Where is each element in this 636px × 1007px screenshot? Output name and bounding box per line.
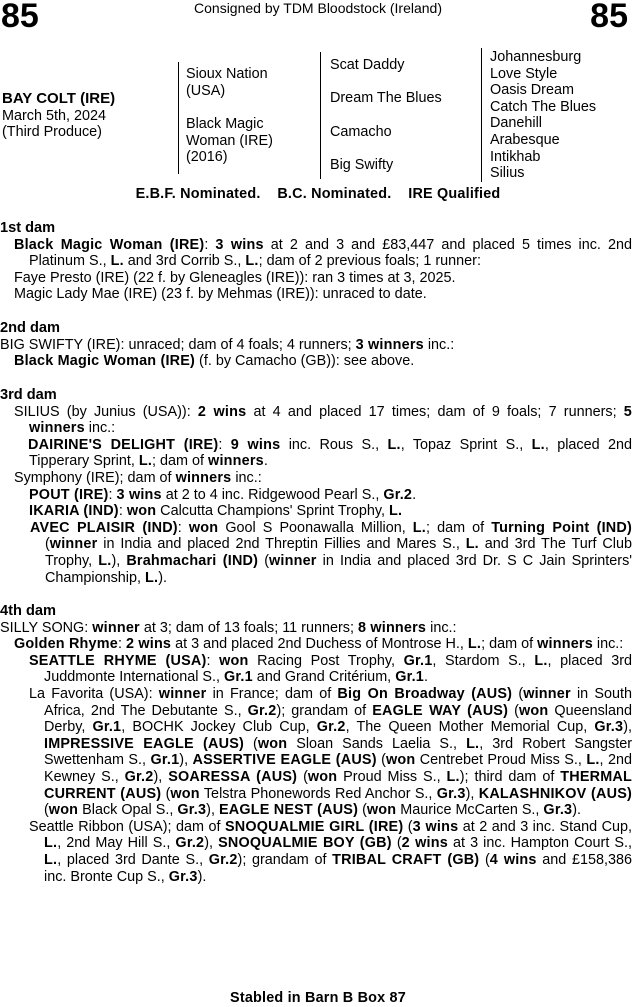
- pedigree-dam: Black Magic Woman (IRE) (2016): [186, 116, 273, 166]
- stabling-info: Stabled in Barn B Box 87: [230, 990, 406, 1006]
- produce-record: Black Magic Woman (IRE) (f. by Camacho (GB)): see above.: [14, 353, 415, 370]
- pedigree-divider: [320, 52, 321, 179]
- pedigree-gen3: Johannesburg Love Style Oasis Dream Catch The Blues Danehill Arabesque Intikhab Silius: [490, 49, 597, 182]
- pedigree-divider: [481, 48, 482, 182]
- produce-record: Symphony (IRE); dam of winners inc.:: [14, 469, 262, 486]
- consignor: Consigned by TDM Bloodstock (Ireland): [194, 0, 442, 16]
- pedigree-sire: Sioux Nation (USA): [186, 66, 268, 99]
- second-dam-section: [0, 320, 632, 370]
- lot-number-right: 85: [590, 0, 628, 35]
- nominations: E.B.F. Nominated. B.C. Nominated. IRE Qualified: [135, 186, 501, 202]
- produce-record: Faye Presto (IRE) (22 f. by Gleneagles (IRE)): ran 3 times at 3, 2025.: [14, 269, 456, 286]
- dam-record: SILLY SONG: winner at 3; dam of 13 foals; 11 runners; 8 winners inc.:: [0, 619, 457, 636]
- produce-record: DAIRINE'S DELIGHT (IRE): 9 wins inc. Rous S., L., Topaz Sprint S., L., placed 2nd Tipperary Sprint, L.; dam of winners.: [28, 436, 633, 470]
- third-dam-section: [0, 387, 632, 586]
- produce-record: Seattle Ribbon (USA); dam of SNOQUALMIE GIRL (IRE) (3 wins at 2 and 3 inc. Stand Cup, L., 2nd May Hill S., Gr.2), SNOQUALMIE BOY (GB) (2 wins at 3 inc. Hampton Court S., L., placed 3rd Dante S., Gr.2); grandam of TRIBAL CRAFT (GB) (4 wins and £158,386 inc. Bronte Cup S., Gr.3).: [29, 818, 633, 885]
- pedigree-divider: [178, 62, 179, 174]
- section-heading: 1st dam: [0, 220, 56, 236]
- first-dam-section: [0, 220, 632, 303]
- horse-info: [2, 91, 115, 141]
- produce-note: (Third Produce): [2, 124, 102, 141]
- produce-record: Magic Lady Mae (IRE) (23 f. by Mehmas (IRE)): unraced to date.: [14, 286, 427, 303]
- dam-record: SILIUS (by Junius (USA)): 2 wins at 4 and placed 17 times; dam of 9 foals; 7 runners; 5 winners inc.:: [14, 403, 632, 437]
- produce-record: POUT (IRE): 3 wins at 2 to 4 inc. Ridgewood Pearl S., Gr.2.: [29, 486, 417, 503]
- produce-record: IKARIA (IND): won Calcutta Champions' Sprint Trophy, L.: [29, 503, 403, 520]
- produce-record: SEATTLE RHYME (USA): won Racing Post Trophy, Gr.1, Stardom S., L., placed 3rd Juddmonte International S., Gr.1 and Grand Critérium, Gr.1.: [29, 652, 633, 686]
- horse-name: BAY COLT (IRE): [2, 90, 116, 107]
- dam-record: Black Magic Woman (IRE): 3 wins at 2 and 3 and £83,447 and placed 5 times inc. 2nd Platinum S., L. and 3rd Corrib S., L.; dam of 2 previous foals; 1 runner:: [14, 236, 633, 270]
- pedigree-gen2: Scat Daddy Dream The Blues Camacho Big Swifty: [330, 57, 442, 173]
- foaling-date: March 5th, 2024: [2, 107, 106, 124]
- produce-record: AVEC PLAISIR (IND): won Gool S Poonawalla Million, L.; dam of Turning Point (IND) (winner in India and placed 2nd Threptin Fillies and Mares S., L. and 3rd The Turf Club Trophy, L.), Brahmachari (IND) (winner in India and placed 3rd Dr. S C Jain Sprinters' Championship, L.).: [30, 519, 633, 586]
- dam-record: BIG SWIFTY (IRE): unraced; dam of 4 foals; 4 runners; 3 winners inc.:: [0, 336, 455, 353]
- produce-record: La Favorita (USA): winner in France; dam of Big On Broadway (AUS) (winner in South Africa, 2nd The Debutante S., Gr.2); grandam of EAGLE WAY (AUS) (won Queensland Derby, Gr.1, BOCHK Jockey Club Cup, Gr.2, The Queen Mother Memorial Cup, Gr.3), IMPRESSIVE EAGLE (AUS) (won Sloan Sands Laelia S., L., 3rd Robert Sangster Swettenham S., Gr.1), ASSERTIVE EAGLE (AUS) (won Centrebet Proud Miss S., L., 2nd Kewney S., Gr.2), SOARESSA (AUS) (won Proud Miss S., L.); third dam of THERMAL CURRENT (AUS) (won Telstra Phonewords Red Anchor S., Gr.3), KALASHNIKOV (AUS) (won Black Opal S., Gr.3), EAGLE NEST (AUS) (won Maurice McCarten S., Gr.3).: [29, 685, 632, 819]
- produce-record: Golden Rhyme: 2 wins at 3 and placed 2nd Duchess of Montrose H., L.; dam of winners inc.:: [14, 636, 624, 653]
- lot-number-left: 85: [1, 0, 39, 35]
- section-heading: 4th dam: [0, 603, 56, 619]
- fourth-dam-section: [0, 603, 632, 885]
- section-heading: 3rd dam: [0, 387, 57, 403]
- section-heading: 2nd dam: [0, 320, 61, 336]
